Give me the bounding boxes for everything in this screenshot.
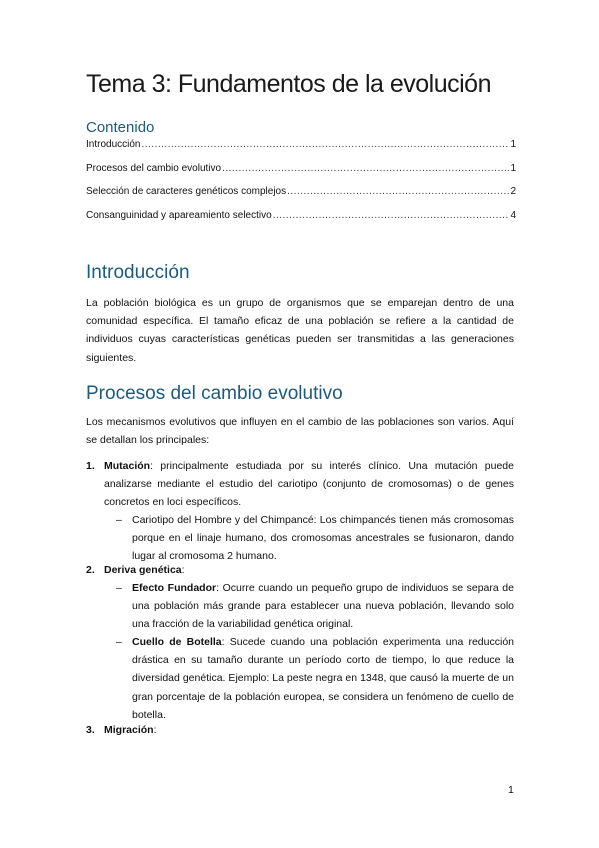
toc-entry-label[interactable]: Introducción: [86, 139, 141, 150]
dash-bullet: –: [116, 514, 122, 526]
list-number: 3.: [86, 724, 95, 736]
procesos-paragraph: Los mecanismos evolutivos que influyen en el cambio de las poblaciones son varios. Aquí se detallan los principales:: [86, 416, 514, 447]
toc-entry-introduccion[interactable]: [86, 139, 516, 163]
sub-item-cariotipo: [104, 511, 514, 566]
sub-item-text: : Sucede cuando una población experimenta una reducción drástica en su tamaño durante un período corto de tiempo, lo que reduce la diversidad genética. Ejemplo: La peste negra en 1348, que causó la muerte de un gran porcentaje de la población europea, se considera un fenómeno de cuello de botella.: [132, 636, 514, 721]
toc-entry-label[interactable]: Consanguinidad y apareamiento selectivo: [86, 209, 272, 221]
list-item-deriva: [86, 561, 514, 579]
list-item-term: Mutación: [104, 460, 151, 472]
list-item-body: [104, 457, 514, 512]
list-number: 1.: [86, 460, 95, 472]
toc-entry-seleccion[interactable]: [86, 186, 516, 210]
list-item-text: :: [181, 564, 185, 576]
sub-item-body: [132, 579, 514, 634]
list-item-body: [104, 721, 514, 739]
sub-item-efecto-fundador: [104, 579, 514, 634]
toc-entry-procesos[interactable]: [86, 163, 516, 187]
sub-item-cuello-botella: [104, 633, 514, 724]
toc-entry-page: 4: [510, 209, 516, 221]
list-item-text: : principalmente estudiada por su interés clínico. Una mutación puede analizarse mediante el estudio del cariotipo (conjunto de cromosomas) o de genes concretos en loci específicos.: [104, 460, 514, 509]
toc-entry-page: 2: [510, 186, 516, 197]
dash-bullet: –: [116, 582, 122, 594]
list-item-body: [104, 561, 514, 579]
toc-leader-dots: [141, 139, 509, 150]
toc-leader-dots: [222, 163, 509, 174]
dash-bullet: –: [116, 636, 122, 648]
sub-item-term: Cuello de Botella: [132, 636, 222, 648]
section-heading-procesos: Procesos del cambio evolutivo: [86, 383, 343, 404]
toc-entry-page: 1: [510, 162, 516, 174]
list-item-migracion: [86, 721, 514, 739]
table-of-contents: [86, 139, 516, 233]
toc-entry-page: 1: [510, 139, 516, 150]
toc-leader-dots: [287, 186, 509, 197]
sub-item-body: [132, 633, 514, 724]
list-item-term: Migración: [104, 724, 154, 736]
sub-item-text: : Ocurre cuando un pequeño grupo de individuos se separa de una población más grande para establecer una nueva población, llevando solo una fracción de la variabilidad genética original.: [132, 582, 514, 631]
toc-entry-label[interactable]: Procesos del cambio evolutivo: [86, 162, 222, 174]
toc-heading: Contenido: [86, 119, 155, 136]
section-heading-introduccion: Introducción: [86, 262, 190, 283]
intro-paragraph: La población biológica es un grupo de organismos que se emparejan dentro de una comunidad específica. El tamaño eficaz de una población se refiere a la cantidad de individuos cuyas características genéticas pueden ser transmitidas a las generaciones siguientes.: [86, 297, 514, 364]
toc-leader-dots: [273, 210, 510, 221]
sub-item-term: Efecto Fundador: [132, 582, 217, 594]
list-number: 2.: [86, 564, 95, 576]
page-number: 1: [508, 784, 514, 796]
document-title: Tema 3: Fundamentos de la evolución: [86, 70, 491, 98]
toc-entry-label[interactable]: Selección de caracteres genéticos complejos: [86, 186, 287, 197]
toc-entry-consanguinidad[interactable]: [86, 210, 516, 234]
list-item-mutacion: [86, 457, 514, 512]
list-item-term: Deriva genética: [104, 564, 182, 576]
sub-item-text: Cariotipo del Hombre y del Chimpancé: Los chimpancés tienen más cromosomas porque en el linaje humano, dos cromosomas ancestrales se fusionaron, dando lugar al cromosoma 2 humano.: [132, 514, 514, 563]
list-item-text: :: [153, 724, 157, 736]
